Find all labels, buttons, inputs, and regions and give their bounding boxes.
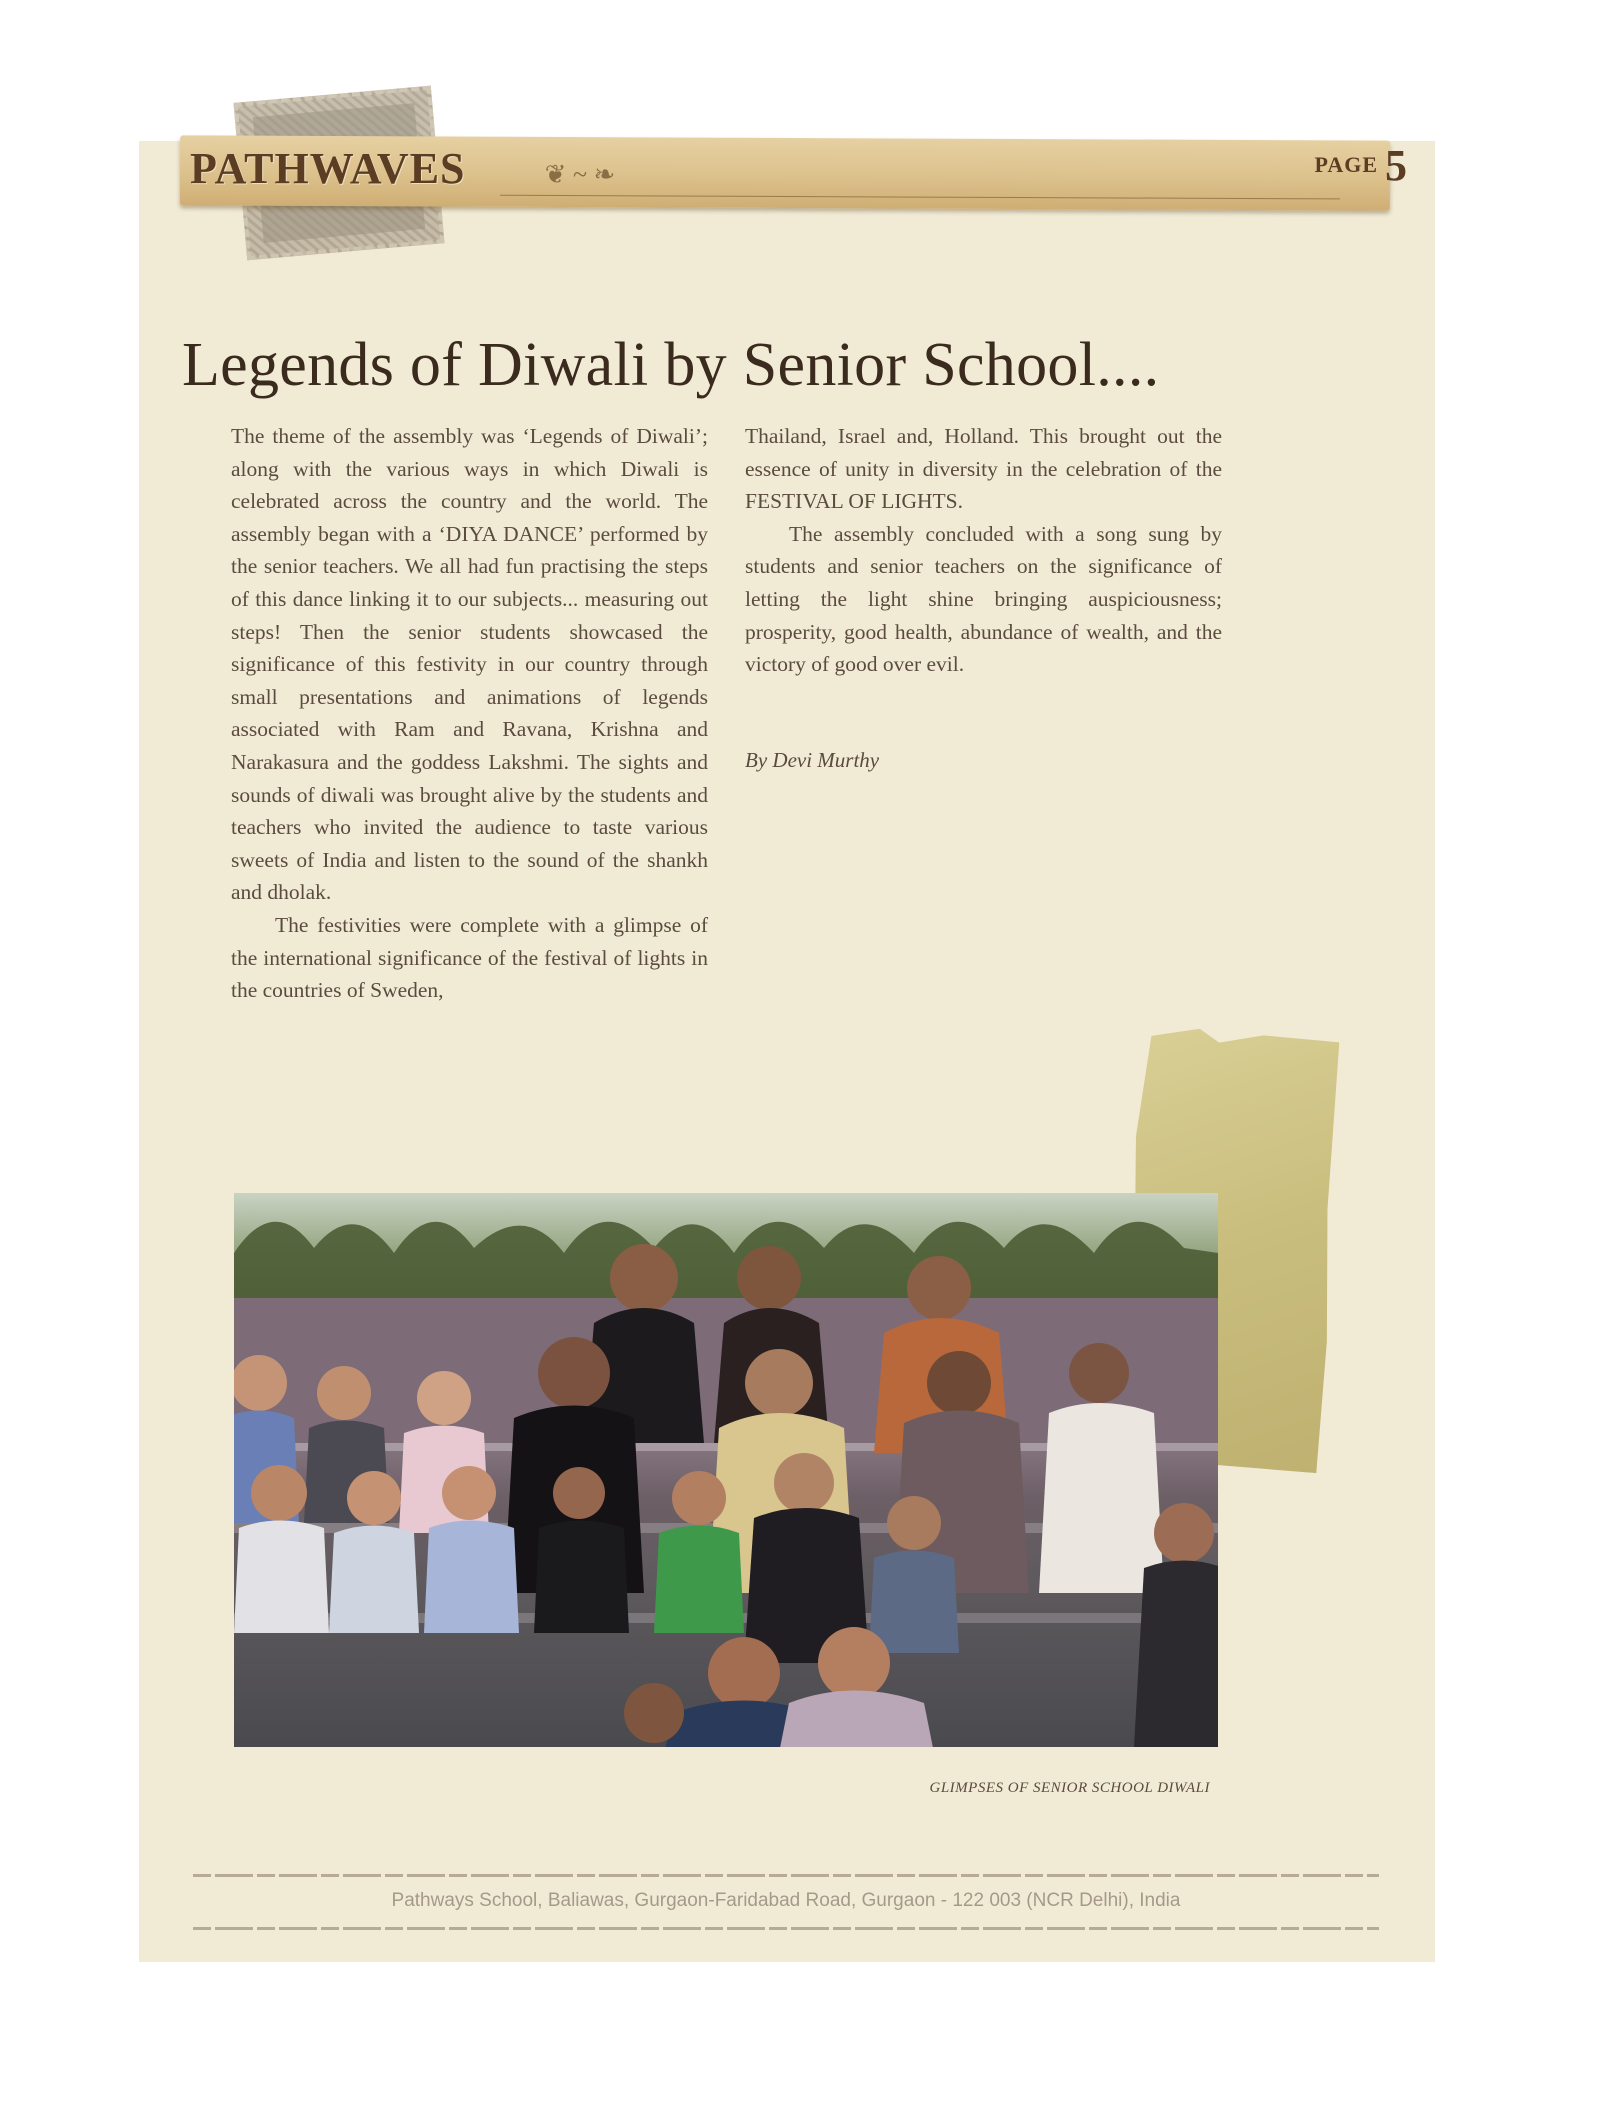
article-column-right (745, 420, 1222, 681)
crowd-illustration (234, 1193, 1218, 1747)
paragraph: The theme of the assembly was ‘Legends of Diwali’; along with the various ways in which Diwali is celebrated across the country and the world. The assembly began with a ‘DIYA DANCE’ performed by the senior teachers. We all had fun practising the steps of this dance linking it to our subjects... measuring out steps! Then the senior students showcased the significance of this festivity in our country through small presentations and animations of legends associated with Ram and Ravana, Krishna and Narakasura and the goddess Lakshmi. The sights and sounds of diwali was brought alive by the students and teachers who invited the audience to taste various sweets of India and listen to the sound of the shankh and dholak. (231, 424, 708, 905)
footer-divider-bottom (193, 1927, 1379, 1930)
page-number: 5 (1385, 141, 1407, 190)
paragraph: The assembly concluded with a song sung by students and senior teachers on the significance of letting the light shine bringing auspiciousness; prosperity, good health, abundance of wealth, and the victory of good over evil. (745, 521, 1222, 677)
footer-divider-top (193, 1874, 1379, 1877)
paragraph: Thailand, Israel and, Holland. This brought out the essence of unity in diversity in the celebration of the FESTIVAL OF LIGHTS. (745, 424, 1222, 514)
magazine-brand: PATHWAVES (190, 144, 466, 193)
paragraph: The festivities were complete with a glimpse of the international significance of the festival of lights in the countries of Sweden, (231, 912, 708, 1003)
page-label: PAGE (1314, 152, 1378, 177)
flourish-ornament-icon: ❦ ~ ❧ (544, 160, 616, 189)
byline: By Devi Murthy (745, 748, 880, 772)
photo-caption: GLIMPSES OF SENIOR SCHOOL DIWALI (929, 1780, 1210, 1796)
article-column-left (231, 420, 708, 1007)
event-photo (234, 1193, 1218, 1747)
footer-address: Pathways School, Baliawas, Gurgaon-Faridabad Road, Gurgaon - 122 003 (NCR Delhi), India (391, 1890, 1181, 1911)
article-title: Legends of Diwali by Senior School.... (182, 331, 1160, 399)
